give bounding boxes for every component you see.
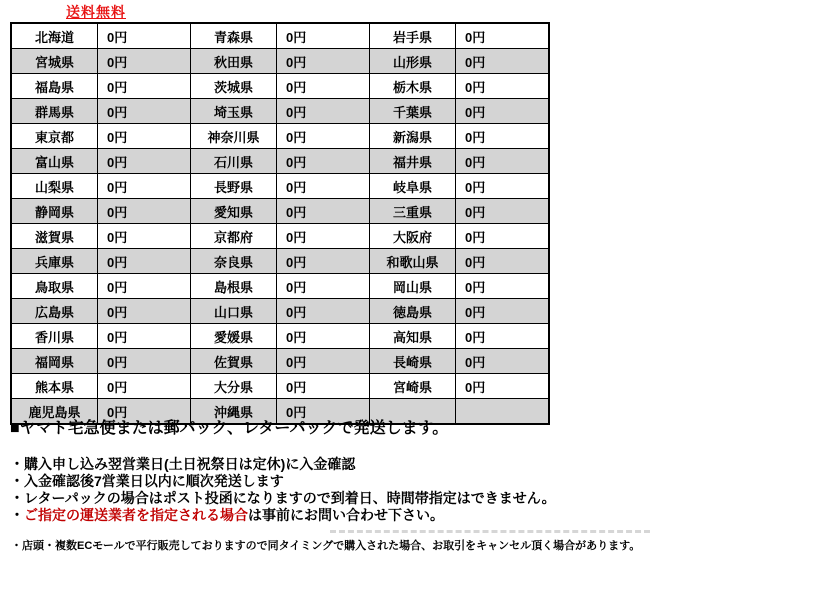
prefecture-cell: 奈良県 <box>191 249 277 274</box>
prefecture-cell: 岐阜県 <box>370 174 456 199</box>
prefecture-cell: 群馬県 <box>11 99 98 124</box>
fee-cell: 0円 <box>456 224 550 249</box>
prefecture-cell: 広島県 <box>11 299 98 324</box>
fee-cell: 0円 <box>277 299 370 324</box>
fee-cell: 0円 <box>277 224 370 249</box>
note-carrier-black-text: は事前にお問い合わせ下さい。 <box>248 507 444 523</box>
prefecture-cell: 愛媛県 <box>191 324 277 349</box>
fee-cell: 0円 <box>456 349 550 374</box>
prefecture-cell: 北海道 <box>11 23 98 49</box>
fee-cell: 0円 <box>456 299 550 324</box>
table-row <box>11 199 549 224</box>
prefecture-cell: 福島県 <box>11 74 98 99</box>
shipping-fee-table-body <box>11 23 549 424</box>
note-letterpack: ・レターパックの場合はポスト投函になりますので到着日、時間帯指定はできません。 <box>10 490 556 506</box>
fee-cell: 0円 <box>98 249 191 274</box>
fee-cell: 0円 <box>456 74 550 99</box>
prefecture-cell: 神奈川県 <box>191 124 277 149</box>
table-row <box>11 324 549 349</box>
fee-cell: 0円 <box>98 399 191 425</box>
prefecture-cell: 徳島県 <box>370 299 456 324</box>
fee-cell: 0円 <box>98 324 191 349</box>
fee-cell: 0円 <box>98 349 191 374</box>
prefecture-cell: 鳥取県 <box>11 274 98 299</box>
table-row <box>11 374 549 399</box>
fee-cell: 0円 <box>98 23 191 49</box>
fee-cell: 0円 <box>98 374 191 399</box>
note-carrier-request <box>10 507 556 524</box>
prefecture-cell: 滋賀県 <box>11 224 98 249</box>
free-shipping-label: 送料無料 <box>66 4 126 20</box>
prefecture-cell: 茨城県 <box>191 74 277 99</box>
prefecture-cell: 宮崎県 <box>370 374 456 399</box>
fee-cell: 0円 <box>456 324 550 349</box>
prefecture-cell: 宮城県 <box>11 49 98 74</box>
fee-cell: 0円 <box>277 174 370 199</box>
fee-cell: 0円 <box>456 199 550 224</box>
fee-cell: 0円 <box>98 99 191 124</box>
fee-cell: 0円 <box>456 249 550 274</box>
table-row <box>11 274 549 299</box>
fee-cell: 0円 <box>98 74 191 99</box>
fee-cell: 0円 <box>277 149 370 174</box>
fee-cell: 0円 <box>277 99 370 124</box>
fee-cell: 0円 <box>456 99 550 124</box>
prefecture-cell: 岩手県 <box>370 23 456 49</box>
prefecture-cell: 佐賀県 <box>191 349 277 374</box>
prefecture-cell: 和歌山県 <box>370 249 456 274</box>
prefecture-cell: 秋田県 <box>191 49 277 74</box>
prefecture-cell: 愛知県 <box>191 199 277 224</box>
prefecture-cell: 大分県 <box>191 374 277 399</box>
fee-cell: 0円 <box>456 174 550 199</box>
prefecture-cell: 熊本県 <box>11 374 98 399</box>
prefecture-cell: 新潟県 <box>370 124 456 149</box>
fee-cell: 0円 <box>277 324 370 349</box>
fee-cell: 0円 <box>277 49 370 74</box>
fee-cell: 0円 <box>98 149 191 174</box>
prefecture-cell: 鹿児島県 <box>11 399 98 425</box>
prefecture-cell: 福岡県 <box>11 349 98 374</box>
note-shipping-schedule: ・入金確認後7営業日以内に順次発送します <box>10 473 284 489</box>
fee-cell: 0円 <box>277 249 370 274</box>
fee-cell: 0円 <box>277 199 370 224</box>
fee-cell: 0円 <box>98 199 191 224</box>
note-payment-confirmation: ・購入申し込み翌営業日(土日祝祭日は定休)に入金確認 <box>10 456 356 472</box>
fee-cell: 0円 <box>98 224 191 249</box>
table-row <box>11 249 549 274</box>
table-row <box>11 23 549 49</box>
prefecture-cell: 長崎県 <box>370 349 456 374</box>
fee-cell: 0円 <box>456 124 550 149</box>
prefecture-cell: 高知県 <box>370 324 456 349</box>
shipping-method-heading: ■ヤマト宅急便または郵パック、レターパックで発送します。 <box>10 420 449 437</box>
table-row <box>11 224 549 249</box>
table-row <box>11 124 549 149</box>
prefecture-cell: 岡山県 <box>370 274 456 299</box>
prefecture-cell: 香川県 <box>11 324 98 349</box>
prefecture-cell: 福井県 <box>370 149 456 174</box>
prefecture-cell: 長野県 <box>191 174 277 199</box>
fee-cell: 0円 <box>98 299 191 324</box>
prefecture-cell: 山形県 <box>370 49 456 74</box>
shipping-fee-table <box>10 22 550 425</box>
fee-cell: 0円 <box>98 124 191 149</box>
note-parallel-sales: ・店頭・複数ECモールで平行販売しておりますので同タイミングで購入された場合、お取引をキャンセル頂く場合があります。 <box>11 540 641 552</box>
prefecture-cell: 大阪府 <box>370 224 456 249</box>
table-row <box>11 299 549 324</box>
prefecture-cell: 京都府 <box>191 224 277 249</box>
fee-cell: 0円 <box>456 374 550 399</box>
fee-cell: 0円 <box>277 399 370 425</box>
prefecture-cell: 青森県 <box>191 23 277 49</box>
prefecture-cell: 東京都 <box>11 124 98 149</box>
prefecture-cell: 栃木県 <box>370 74 456 99</box>
fee-cell: 0円 <box>277 23 370 49</box>
fee-cell: 0円 <box>277 349 370 374</box>
prefecture-cell: 沖縄県 <box>191 399 277 425</box>
shipping-notes-list <box>10 456 556 524</box>
fee-cell: 0円 <box>456 23 550 49</box>
prefecture-cell: 山梨県 <box>11 174 98 199</box>
fee-cell: 0円 <box>98 274 191 299</box>
prefecture-cell: 静岡県 <box>11 199 98 224</box>
prefecture-cell: 島根県 <box>191 274 277 299</box>
note-carrier-red-text: ご指定の運送業者を指定される場合 <box>24 507 248 523</box>
prefecture-cell: 埼玉県 <box>191 99 277 124</box>
faint-dash-artifact <box>330 530 650 533</box>
fee-cell: 0円 <box>456 149 550 174</box>
fee-cell: 0円 <box>277 74 370 99</box>
fee-cell: 0円 <box>98 174 191 199</box>
note-carrier-bullet: ・ <box>10 507 24 523</box>
fee-cell: 0円 <box>277 374 370 399</box>
table-row <box>11 99 549 124</box>
fee-cell: 0円 <box>456 49 550 74</box>
fee-cell: 0円 <box>277 274 370 299</box>
table-row <box>11 149 549 174</box>
prefecture-cell: 富山県 <box>11 149 98 174</box>
prefecture-cell: 三重県 <box>370 199 456 224</box>
table-row <box>11 349 549 374</box>
prefecture-cell: 山口県 <box>191 299 277 324</box>
prefecture-cell: 石川県 <box>191 149 277 174</box>
fee-cell: 0円 <box>277 124 370 149</box>
prefecture-cell: 千葉県 <box>370 99 456 124</box>
table-row <box>11 74 549 99</box>
table-row <box>11 174 549 199</box>
fee-cell: 0円 <box>456 274 550 299</box>
prefecture-cell: 兵庫県 <box>11 249 98 274</box>
fee-cell <box>456 399 550 425</box>
table-row <box>11 49 549 74</box>
fee-cell: 0円 <box>98 49 191 74</box>
